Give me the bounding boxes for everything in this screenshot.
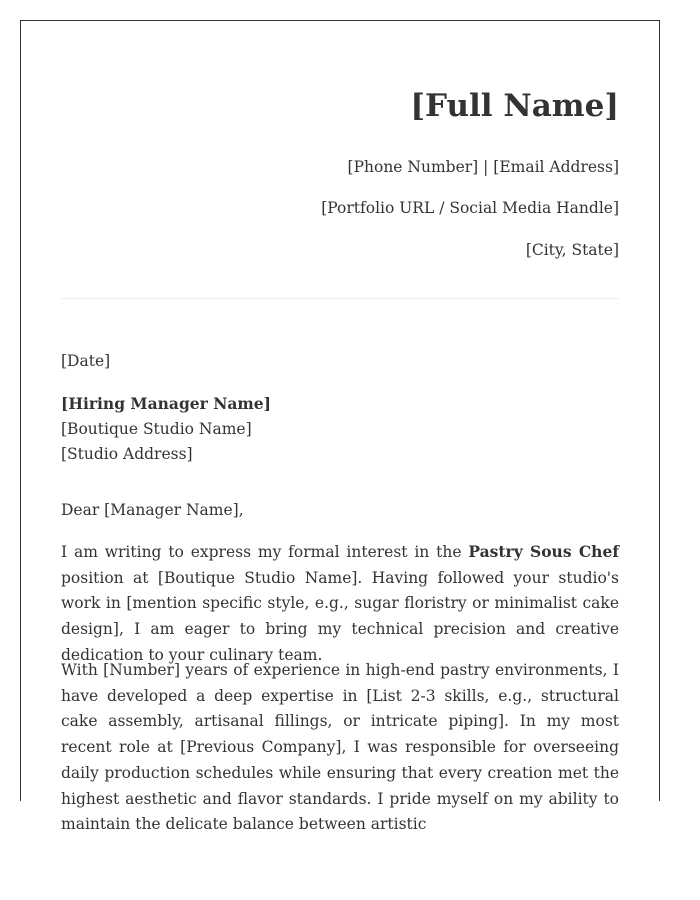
letter-page bbox=[20, 20, 660, 834]
paragraph-1-after: position at [Boutique Studio Name]. Having followed your studio's work in [mention specific style, e.g., sugar floristry or minimalist cake design], I am eager to bring my technical precision and creative dedication to your culinary team. bbox=[61, 568, 619, 664]
recipient-studio: [Boutique Studio Name] bbox=[61, 419, 252, 438]
salutation: Dear [Manager Name], bbox=[61, 501, 244, 519]
full-name: [Full Name] bbox=[410, 88, 619, 124]
recipient-address: [Studio Address] bbox=[61, 445, 193, 463]
recipient-name: [Hiring Manager Name] bbox=[61, 394, 272, 413]
paragraph-1-before: I am writing to express my formal interest in the bbox=[61, 543, 469, 561]
position-title: Pastry Sous Chef bbox=[468, 542, 619, 561]
salutation-block bbox=[61, 498, 619, 524]
header-divider bbox=[61, 298, 619, 299]
paragraph-2-text: With [Number] years of experience in high-end pastry environments, I have developed a deep expertise in [List 2-3 skills, e.g., structural cake assembly, artisanal fillings, or intricate piping]. In my most recent role at [Previous Company], I was responsible for overseeing daily production schedules while ensuring that every creation met the highest aesthetic and flavor standards. I pride myself on my ability to maintain the delicate balance between artistic bbox=[61, 661, 619, 834]
phone-email-line: [Phone Number] | [Email Address] bbox=[347, 158, 619, 176]
location-line: [City, State] bbox=[525, 241, 619, 259]
date-block bbox=[61, 349, 619, 375]
paragraph-1 bbox=[61, 539, 619, 669]
paragraph-2 bbox=[61, 658, 619, 838]
recipient-block bbox=[61, 391, 619, 468]
paragraph-1-text bbox=[61, 539, 619, 669]
portfolio-line: [Portfolio URL / Social Media Handle] bbox=[321, 199, 619, 217]
letter-date: [Date] bbox=[61, 352, 111, 370]
